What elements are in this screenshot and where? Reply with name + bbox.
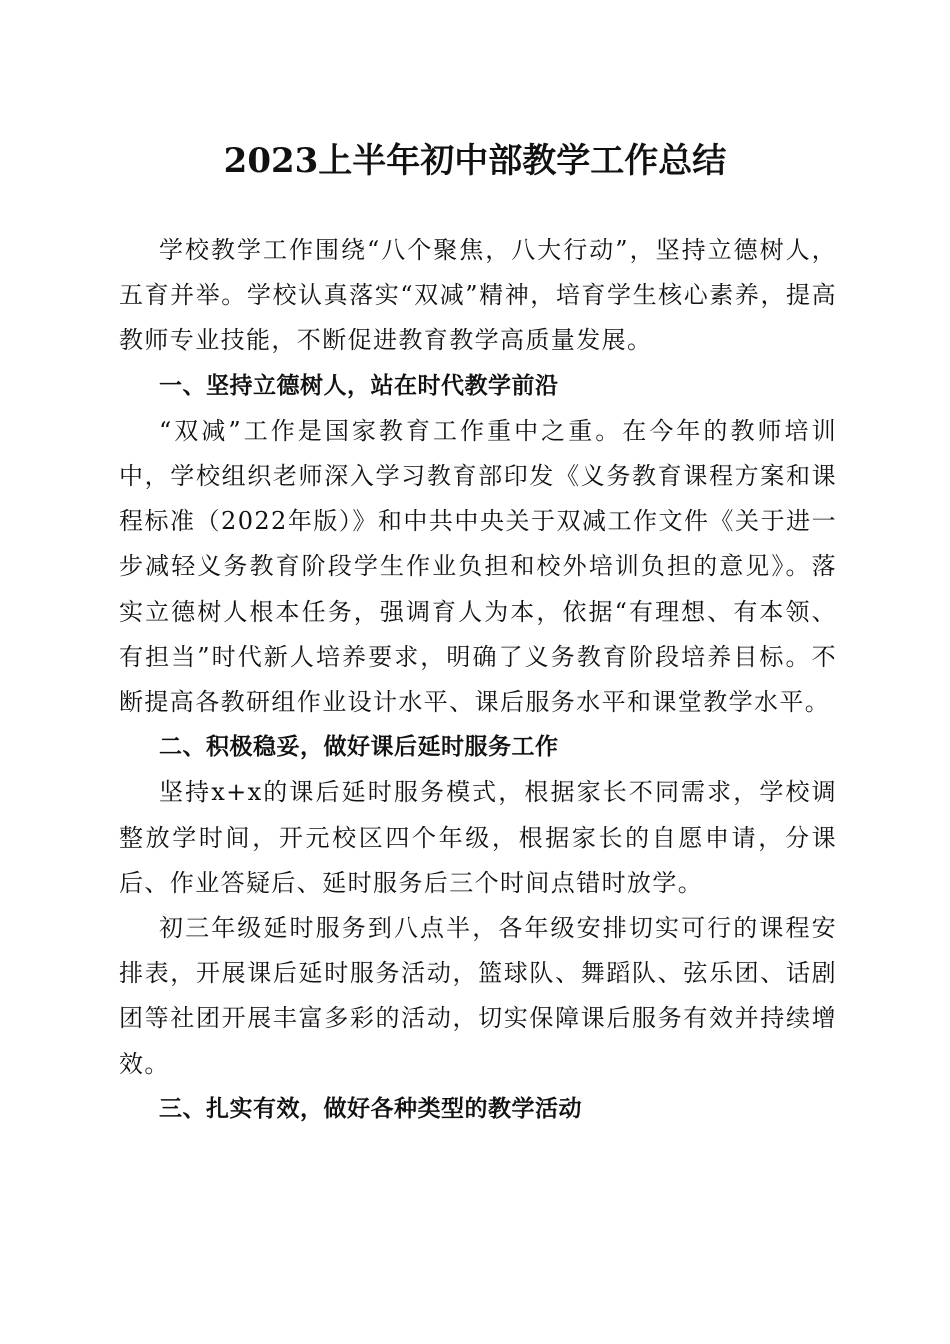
intro-paragraph: 学校教学工作围绕“八个聚焦，八大行动”，坚持立德树人，五育并举。学校认真落实“双减”精神，培育学生核心素养，提高教师专业技能，不断促进教育教学高质量发展。	[119, 236, 837, 355]
section-heading-1: 一、坚持立德树人，站在时代教学前沿	[159, 372, 559, 399]
section-1-paragraph: “双减”工作是国家教育工作重中之重。在今年的教师培训中，学校组织老师深入学习教育部印发《义务教育课程方案和课程标准（2022年版）》和中共中央关于双减工作文件《关于进一步减轻义务教育阶段学生作业负担和校外培训负担的意见》。落实立德树人根本任务，强调育人为本，依据“有理想、有本领、有担当”时代新人培养要求，明确了义务教育阶段培养目标。不断提高各教研组作业设计水平、课后服务水平和课堂教学水平。	[119, 416, 837, 717]
section-2-paragraph-1: 坚持x+x的课后延时服务模式，根据家长不同需求，学校调整放学时间，开元校区四个年级，根据家长的自愿申请，分课后、作业答疑后、延时服务后三个时间点错时放学。	[119, 778, 837, 897]
document-title: 2023上半年初中部教学工作总结	[223, 141, 727, 181]
document-body	[119, 228, 837, 1132]
section-2-paragraph-2: 初三年级延时服务到八点半，各年级安排切实可行的课程安排表，开展课后延时服务活动，篮球队、舞蹈队、弦乐团、话剧团等社团开展丰富多彩的活动，切实保障课后服务有效并持续增效。	[119, 914, 837, 1078]
section-heading-3: 三、扎实有效，做好各种类型的教学活动	[159, 1095, 582, 1122]
section-heading-2: 二、积极稳妥，做好课后延时服务工作	[159, 734, 559, 761]
